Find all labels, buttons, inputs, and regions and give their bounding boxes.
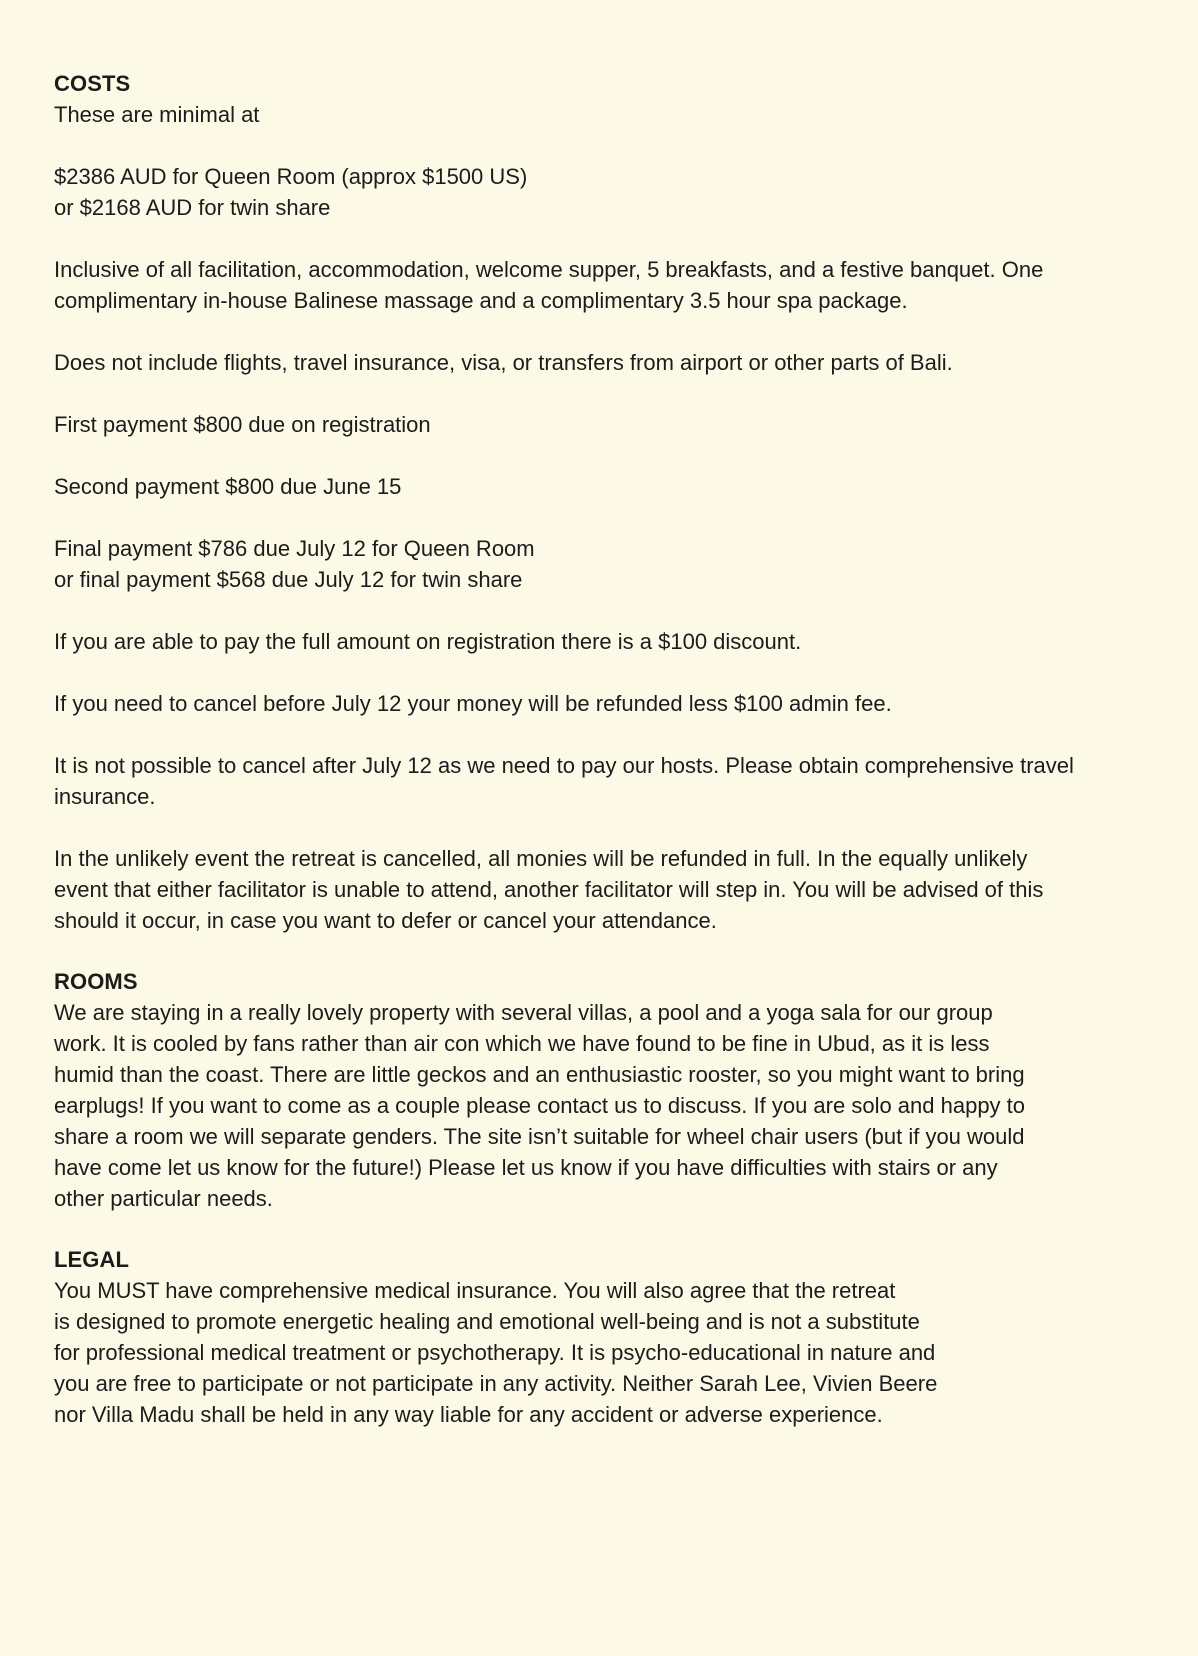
- discount-paragraph: If you are able to pay the full amount on registration there is a $100 discount.: [54, 629, 802, 654]
- legal-paragraph: [54, 1275, 1158, 1430]
- cancel-after-line: It is not possible to cancel after July 12 as we need to pay our hosts. Please obtain comprehensive travel: [54, 753, 1074, 778]
- final-payment-block: [54, 533, 1158, 595]
- unlikely-event-paragraph: [54, 843, 1158, 936]
- rooms-line: We are staying in a really lovely property with several villas, a pool and a yoga sala for our group: [54, 1000, 993, 1025]
- rooms-line: have come let us know for the future!) Please let us know if you have difficulties with stairs or any: [54, 1155, 998, 1180]
- rooms-line: earplugs! If you want to come as a couple please contact us to discuss. If you are solo and happy to: [54, 1093, 1026, 1118]
- costs-intro: These are minimal at: [54, 102, 260, 127]
- cancel-before-paragraph: If you need to cancel before July 12 your money will be refunded less $100 admin fee.: [54, 691, 892, 716]
- rooms-paragraph: [54, 997, 1158, 1214]
- rooms-line: other particular needs.: [54, 1186, 273, 1211]
- cancel-after-line: insurance.: [54, 784, 156, 809]
- cancel-after-paragraph: [54, 750, 1158, 812]
- rooms-heading: ROOMS: [54, 969, 138, 994]
- unlikely-event-line: In the unlikely event the retreat is cancelled, all monies will be refunded in full. In the equally unlikely: [54, 846, 1028, 871]
- legal-heading: LEGAL: [54, 1247, 130, 1272]
- price-twin: or $2168 AUD for twin share: [54, 195, 331, 220]
- second-payment: Second payment $800 due June 15: [54, 474, 402, 499]
- legal-line: you are free to participate or not participate in any activity. Neither Sarah Lee, Vivien Beere: [54, 1371, 938, 1396]
- price-block: [54, 161, 1158, 223]
- final-payment-twin: or final payment $568 due July 12 for twin share: [54, 567, 523, 592]
- legal-line: is designed to promote energetic healing and emotional well-being and is not a substitute: [54, 1309, 920, 1334]
- rooms-line: work. It is cooled by fans rather than air con which we have found to be fine in Ubud, as it is less: [54, 1031, 990, 1056]
- unlikely-event-line: event that either facilitator is unable to attend, another facilitator will step in. You will be advised of this: [54, 877, 1044, 902]
- inclusions-line: complimentary in-house Balinese massage and a complimentary 3.5 hour spa package.: [54, 288, 908, 313]
- inclusions-line: Inclusive of all facilitation, accommodation, welcome supper, 5 breakfasts, and a festive banquet. One: [54, 257, 1044, 282]
- price-queen: $2386 AUD for Queen Room (approx $1500 US): [54, 164, 528, 189]
- first-payment: First payment $800 due on registration: [54, 412, 431, 437]
- rooms-line: humid than the coast. There are little geckos and an enthusiastic rooster, so you might want to bring: [54, 1062, 1025, 1087]
- legal-section: [54, 1244, 1158, 1430]
- rooms-section: [54, 966, 1158, 1214]
- rooms-line: share a room we will separate genders. The site isn’t suitable for wheel chair users (but if you would: [54, 1124, 1025, 1149]
- inclusions-paragraph: [54, 254, 1158, 316]
- exclusions-paragraph: Does not include flights, travel insurance, visa, or transfers from airport or other parts of Bali.: [54, 350, 953, 375]
- unlikely-event-line: should it occur, in case you want to defer or cancel your attendance.: [54, 908, 717, 933]
- costs-section: [54, 68, 1158, 936]
- legal-line: nor Villa Madu shall be held in any way liable for any accident or adverse experience.: [54, 1402, 883, 1427]
- final-payment-queen: Final payment $786 due July 12 for Queen Room: [54, 536, 535, 561]
- legal-line: for professional medical treatment or psychotherapy. It is psycho-educational in nature and: [54, 1340, 936, 1365]
- legal-line: You MUST have comprehensive medical insurance. You will also agree that the retreat: [54, 1278, 896, 1303]
- costs-heading: COSTS: [54, 71, 131, 96]
